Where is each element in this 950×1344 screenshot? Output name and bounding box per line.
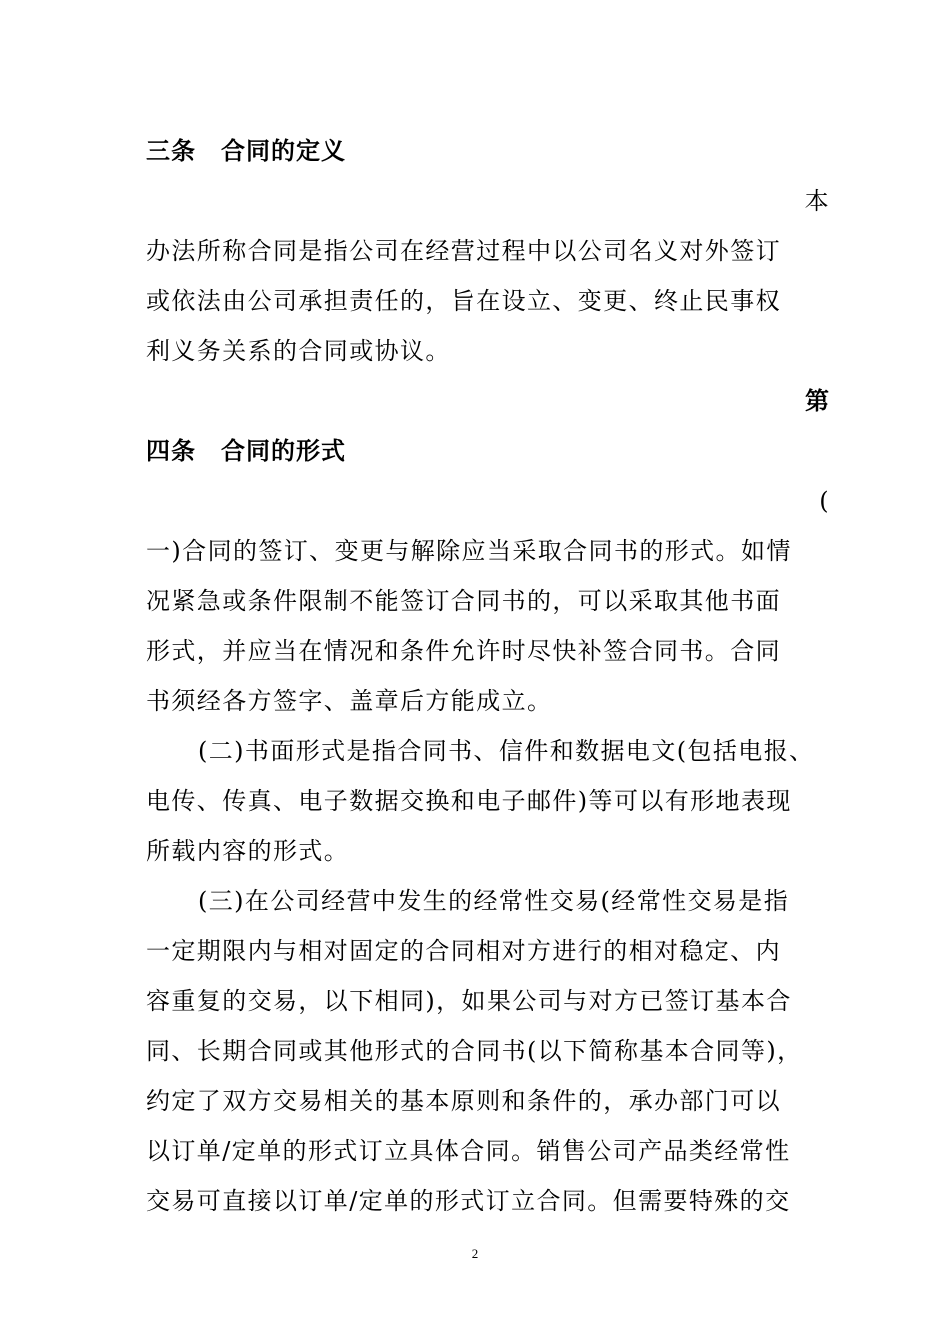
article-4-item-2-line-3: 所载内容的形式。: [146, 837, 350, 865]
article-4-item-3-line-7: 交易可直接以订单/定单的形式订立合同。但需要特殊的交: [146, 1187, 791, 1215]
article-3-line-2: 或依法由公司承担责任的，旨在设立、变更、终止民事权: [146, 287, 781, 315]
article-4-item-3-line-5: 约定了双方交易相关的基本原则和条件的，承办部门可以: [146, 1087, 781, 1115]
article-4-item-2-line-1: (二)书面形式是指合同书、信件和数据电文(包括电报、: [198, 737, 815, 765]
page-number: 2: [471, 1246, 479, 1261]
article-4-heading-start: 第: [805, 387, 830, 415]
article-3-line-3: 利义务关系的合同或协议。: [146, 337, 451, 365]
article-4-item-1-line-3: 形式，并应当在情况和条件允许时尽快补签合同书。合同: [146, 637, 781, 665]
article-4-item-3-line-2: 一定期限内与相对固定的合同相对方进行的相对稳定、内: [146, 937, 781, 965]
article-4-item-1-line-1: 一)合同的签订、变更与解除应当采取合同书的形式。如情: [146, 537, 792, 565]
article-4-item-2-line-2: 电传、传真、电子数据交换和电子邮件)等可以有形地表现: [146, 787, 792, 815]
article-4-item-1-line-2: 况紧急或条件限制不能签订合同书的，可以采取其他书面: [146, 587, 781, 615]
article-3-text-start: 本: [804, 187, 830, 215]
article-4-item-1-start: (: [819, 487, 830, 515]
article-4-heading: 四条 合同的形式: [146, 437, 346, 465]
article-4-item-3-line-3: 容重复的交易，以下相同)，如果公司与对方已签订基本合: [146, 987, 792, 1015]
article-4-item-3-line-4: 同、长期合同或其他形式的合同书(以下简称基本合同等)，: [146, 1037, 803, 1065]
article-4-item-3-line-6: 以订单/定单的形式订立具体合同。销售公司产品类经常性: [146, 1137, 791, 1165]
article-3-heading: 三条 合同的定义: [146, 137, 346, 165]
article-4-item-3-line-1: (三)在公司经营中发生的经常性交易(经常性交易是指: [198, 887, 790, 915]
article-3-line-1: 办法所称合同是指公司在经营过程中以公司名义对外签订: [146, 237, 781, 265]
article-4-item-1-line-4: 书须经各方签字、盖章后方能成立。: [146, 687, 553, 715]
